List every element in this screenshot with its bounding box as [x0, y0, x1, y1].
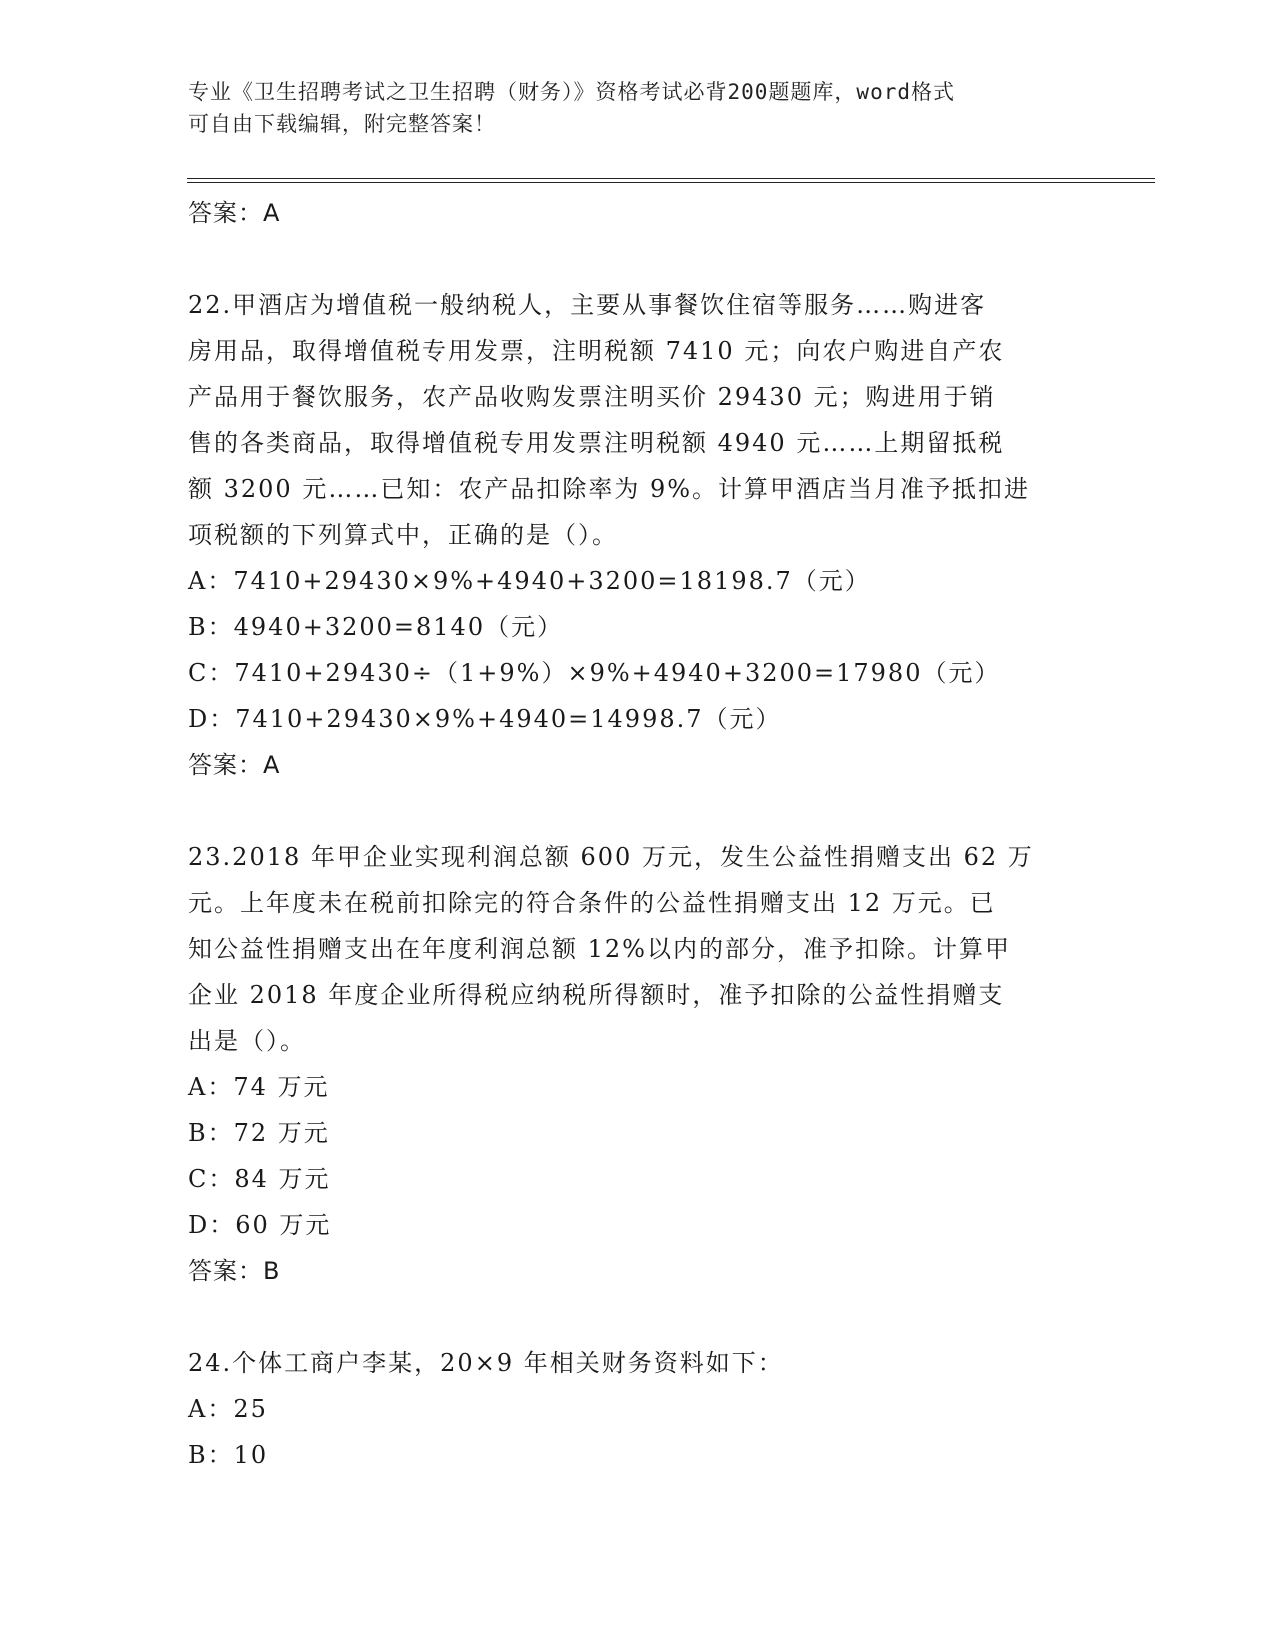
document-header — [188, 76, 1088, 140]
option-a: A：7410+29430×9%+4940+3200=18198.7（元） — [188, 567, 871, 595]
option-b: B：72 万元 — [188, 1119, 330, 1147]
option-c: C：7410+29430÷（1+9%）×9%+4940+3200=17980（元） — [188, 659, 1001, 687]
question-stem-line: 24.个体工商户李某，20×9 年相关财务资料如下： — [188, 1349, 784, 1377]
header-line-2: 可自由下载编辑，附完整答案！ — [188, 112, 496, 136]
question-stem-line: 22.甲酒店为增值税一般纳税人，主要从事餐饮住宿等服务……购进客 — [188, 291, 987, 319]
previous-answer: 答案：A — [188, 199, 281, 227]
question-22 — [188, 282, 1088, 788]
option-a: A：25 — [188, 1395, 268, 1423]
question-stem-line: 产品用于餐饮服务，农产品收购发票注明买价 29430 元；购进用于销 — [188, 383, 996, 411]
option-d: D：60 万元 — [188, 1211, 332, 1239]
header-divider-bottom — [187, 182, 1155, 183]
option-c: C：84 万元 — [188, 1165, 331, 1193]
answer-label: 答案：A — [188, 751, 281, 779]
question-stem-line: 23.2018 年甲企业实现利润总额 600 万元，发生公益性捐赠支出 62 万 — [188, 843, 1034, 871]
question-stem-line: 元。上年度未在税前扣除完的符合条件的公益性捐赠支出 12 万元。已 — [188, 889, 996, 917]
header-divider-top — [187, 178, 1155, 179]
question-23 — [188, 834, 1088, 1294]
question-stem-line: 出是（）。 — [188, 1027, 306, 1055]
question-stem-line: 知公益性捐赠支出在年度利润总额 12%以内的部分，准予扣除。计算甲 — [188, 935, 1011, 963]
question-stem-line: 项税额的下列算式中，正确的是（）。 — [188, 521, 618, 549]
question-stem-line: 房用品，取得增值税专用发票，注明税额 7410 元；向农户购进自产农 — [188, 337, 1005, 365]
header-line-1: 专业《卫生招聘考试之卫生招聘（财务）》资格考试必背200题题库，word格式 — [188, 80, 955, 104]
option-b: B：4940+3200=8140（元） — [188, 613, 564, 641]
option-d: D：7410+29430×9%+4940=14998.7（元） — [188, 705, 782, 733]
question-stem-line: 额 3200 元……已知：农产品扣除率为 9%。计算甲酒店当月准予抵扣进 — [188, 475, 1031, 503]
question-stem-line: 企业 2018 年度企业所得税应纳税所得额时，准予扣除的公益性捐赠支 — [188, 981, 1005, 1009]
question-stem-line: 售的各类商品，取得增值税专用发票注明税额 4940 元……上期留抵税 — [188, 429, 1005, 457]
option-a: A：74 万元 — [188, 1073, 330, 1101]
question-24 — [188, 1340, 1088, 1478]
question-content — [188, 190, 1088, 1478]
answer-label: 答案：B — [188, 1257, 281, 1285]
option-b: B：10 — [188, 1441, 269, 1469]
